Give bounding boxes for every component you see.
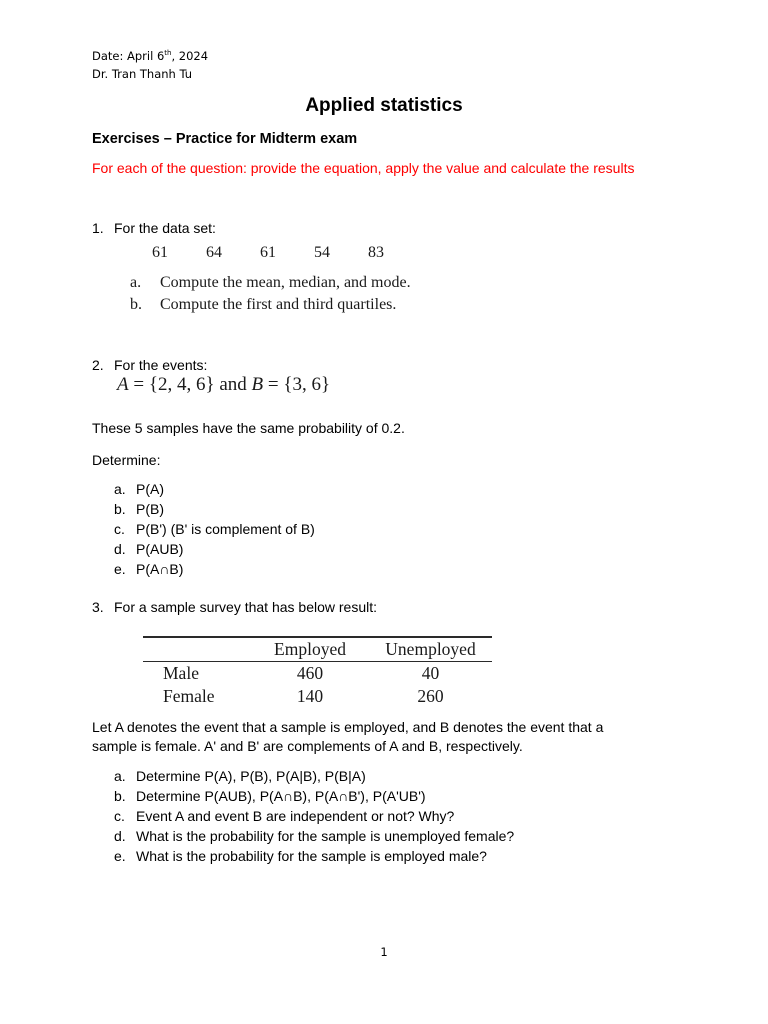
q1-item-a-label: a.: [130, 274, 142, 291]
table-header-cell: [143, 638, 251, 661]
formula-set-a: = {2, 4, 6}: [128, 374, 220, 395]
table-cell: Female: [163, 686, 215, 706]
list-item-label: a.: [114, 768, 126, 784]
question-1: [92, 220, 216, 236]
q1-data-value: 54: [314, 244, 330, 261]
table-row: [143, 662, 492, 685]
instruction-text: For each of the question: provide the equation, apply the value and calculate the results: [92, 160, 635, 176]
q1-data-value: 61: [260, 244, 276, 261]
list-item-text: P(B): [136, 501, 164, 517]
list-item-label: c.: [114, 808, 125, 824]
formula-set-b: = {3, 6}: [263, 374, 331, 395]
list-item: [114, 559, 315, 579]
q1-item-a: [130, 274, 411, 292]
author-line: Dr. Tran Thanh Tu: [92, 67, 193, 81]
list-item-text: What is the probability for the sample is unemployed female?: [136, 828, 515, 844]
formula-set-a-name: A: [117, 374, 129, 395]
q1-item-a-text: Compute the mean, median, and mode.: [160, 274, 411, 291]
list-item-text: Event A and event B are independent or not? Why?: [136, 808, 455, 824]
q1-data-value: 61: [152, 244, 168, 261]
formula-and: and: [219, 374, 247, 395]
list-item-text: P(B') (B' is complement of B): [136, 521, 315, 537]
table-header-row: [143, 638, 492, 661]
list-item: [114, 479, 315, 499]
q2-determine: Determine:: [92, 452, 161, 468]
list-item-label: a.: [114, 481, 126, 497]
date-superscript: th: [164, 49, 172, 57]
page-subtitle: Exercises – Practice for Midterm exam: [92, 131, 358, 147]
date-line: [92, 49, 208, 63]
q1-data-value: 64: [206, 244, 222, 261]
list-item: [114, 499, 315, 519]
list-item-text: What is the probability for the sample is employed male?: [136, 848, 487, 864]
list-item: [114, 766, 514, 786]
list-item: [114, 519, 315, 539]
list-item-label: d.: [114, 541, 126, 557]
list-item-label: d.: [114, 828, 126, 844]
question-3-number: 3.: [92, 599, 104, 615]
list-item-text: P(A): [136, 481, 164, 497]
list-item-label: b.: [114, 501, 126, 517]
q3-description-line-2: sample is female. A' and B' are complements of A and B, respectively.: [92, 738, 523, 754]
date-year: , 2024: [171, 49, 209, 63]
q3-list: [114, 766, 514, 866]
table-row: [143, 685, 492, 708]
list-item-text: Determine P(AUB), P(A∩B), P(A∩B'), P(A'UB'): [136, 788, 426, 804]
list-item-text: P(A∩B): [136, 561, 184, 577]
date-text: Date: April 6: [92, 49, 165, 63]
list-item-label: e.: [114, 561, 126, 577]
q2-samples-text: These 5 samples have the same probability of 0.2.: [92, 420, 405, 436]
table-cell: 460: [296, 663, 324, 683]
page-number: 1: [380, 945, 388, 959]
q1-item-b-text: Compute the first and third quartiles.: [160, 296, 397, 313]
q3-description-line-1: Let A denotes the event that a sample is employed, and B denotes the event that a: [92, 719, 604, 735]
table-cell: 40: [421, 663, 440, 683]
question-3: [92, 599, 377, 615]
list-item: [114, 846, 514, 866]
table-header-cell: Employed: [274, 639, 346, 659]
list-item-label: b.: [114, 788, 126, 804]
q2-formula: [117, 374, 330, 396]
table-cell: Male: [163, 663, 199, 683]
table-cell: 140: [296, 686, 324, 706]
table-cell: 260: [417, 686, 444, 706]
table-header-cell: Unemployed: [385, 639, 476, 659]
list-item: [114, 786, 514, 806]
list-item-text: P(AUB): [136, 541, 184, 557]
survey-table: [143, 636, 492, 708]
question-2-text: For the events:: [114, 357, 208, 373]
q1-dataset: [152, 244, 422, 262]
list-item: [114, 826, 514, 846]
q2-list: [114, 479, 315, 579]
list-item: [114, 806, 514, 826]
list-item-label: c.: [114, 521, 125, 537]
q1-item-b: [130, 296, 396, 314]
q1-item-b-label: b.: [130, 296, 142, 313]
q1-data-value: 83: [368, 244, 384, 261]
question-2: [92, 357, 207, 373]
question-1-number: 1.: [92, 220, 104, 236]
question-3-text: For a sample survey that has below result:: [114, 599, 378, 615]
question-2-number: 2.: [92, 357, 104, 373]
list-item-label: e.: [114, 848, 126, 864]
question-1-text: For the data set:: [114, 220, 216, 236]
formula-set-b-name: B: [246, 374, 264, 395]
list-item: [114, 539, 315, 559]
list-item-text: Determine P(A), P(B), P(A|B), P(B|A): [136, 768, 366, 784]
page-title: Applied statistics: [305, 95, 463, 116]
